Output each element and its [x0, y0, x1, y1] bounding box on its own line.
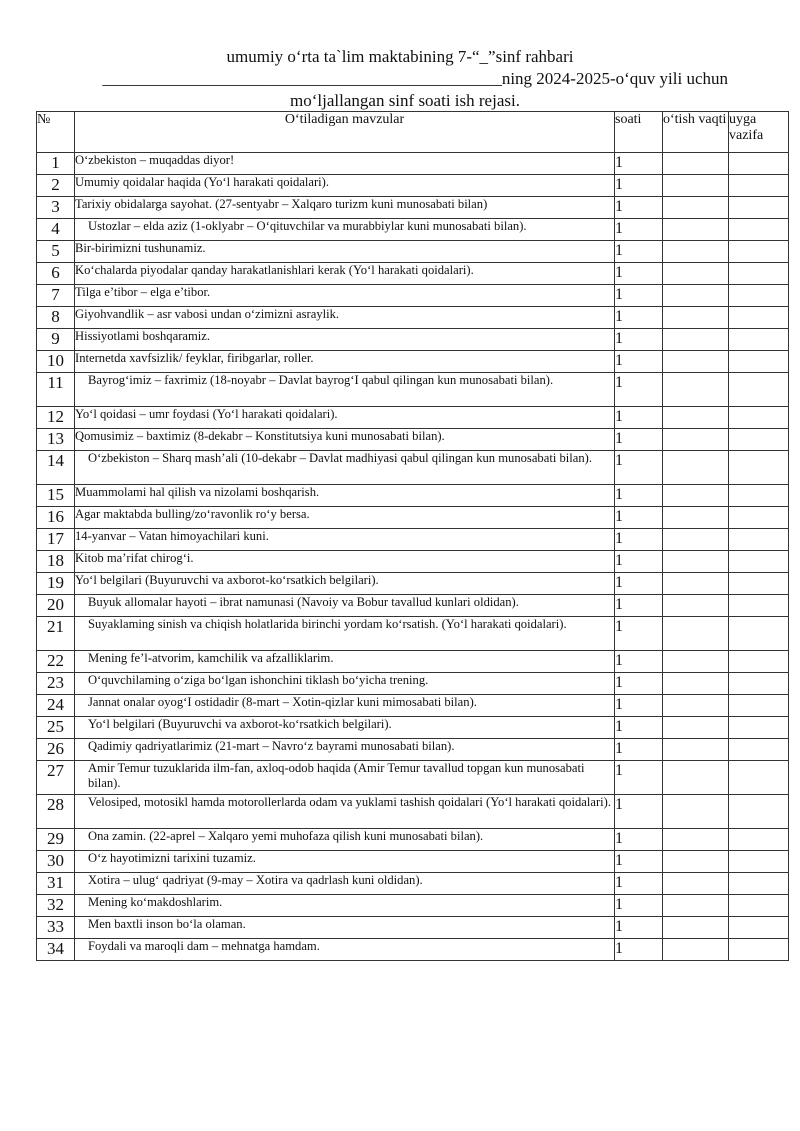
row-number: 16	[37, 507, 75, 529]
row-hours: 1	[615, 529, 663, 551]
row-topic: Oʻzbekiston – muqaddas diyor!	[75, 153, 615, 175]
row-number: 10	[37, 351, 75, 373]
row-homework-cell	[729, 651, 789, 673]
row-hours: 1	[615, 717, 663, 739]
table-row	[37, 153, 789, 175]
row-topic: Tarixiy obidalarga sayohat. (27-sentyabr – Xalqaro turizm kuni munosabati bilan)	[75, 197, 615, 219]
row-homework-cell	[729, 761, 789, 795]
row-topic: Velosiped, motosikl hamda motorollerlarda odam va yuklami tashish qoidalari (Yoʻl harakati qoidalari).	[75, 795, 615, 829]
table-row	[37, 795, 789, 829]
row-homework-cell	[729, 673, 789, 695]
row-topic: Giyohvandlik – asr vabosi undan oʻzimizni asraylik.	[75, 307, 615, 329]
table-row	[37, 285, 789, 307]
row-number: 33	[37, 917, 75, 939]
header-line-title: moʻljallangan sinf soati ish rejasi.	[290, 91, 520, 110]
row-topic: Ustozlar – elda aziz (1-oklyabr – Oʻqituvchilar va murabbiylar kuni munosabati bilan).	[75, 219, 615, 241]
row-number: 22	[37, 651, 75, 673]
row-homework-cell	[729, 617, 789, 651]
table-row	[37, 351, 789, 373]
row-topic: Yoʻl belgilari (Buyuruvchi va axborot-koʻrsatkich belgilari).	[75, 717, 615, 739]
row-homework-cell	[729, 895, 789, 917]
lesson-plan-table	[36, 111, 789, 961]
row-topic: Koʻchalarda piyodalar qanday harakatlanishlari kerak (Yoʻl harakati qoidalari).	[75, 263, 615, 285]
row-number: 31	[37, 873, 75, 895]
row-hours: 1	[615, 829, 663, 851]
row-number: 21	[37, 617, 75, 651]
table-row	[37, 263, 789, 285]
row-time-cell	[663, 351, 729, 373]
row-time-cell	[663, 761, 729, 795]
row-time-cell	[663, 263, 729, 285]
row-hours: 1	[615, 739, 663, 761]
table-row	[37, 717, 789, 739]
row-topic: Amir Temur tuzuklarida ilm-fan, axloq-odob haqida (Amir Temur tavallud topgan kun munosabati bilan).	[75, 761, 615, 795]
table-row	[37, 739, 789, 761]
row-hours: 1	[615, 451, 663, 485]
row-topic: Qomusimiz – baxtimiz (8-dekabr – Konstitutsiya kuni munosabati bilan).	[75, 429, 615, 451]
table-row	[37, 651, 789, 673]
row-homework-cell	[729, 407, 789, 429]
row-time-cell	[663, 307, 729, 329]
row-time-cell	[663, 285, 729, 307]
row-hours: 1	[615, 329, 663, 351]
row-homework-cell	[729, 175, 789, 197]
row-hours: 1	[615, 695, 663, 717]
row-homework-cell	[729, 307, 789, 329]
row-homework-cell	[729, 285, 789, 307]
row-topic: Agar maktabda bulling/zoʻravonlik roʻy bersa.	[75, 507, 615, 529]
row-topic: Men baxtli inson boʻla olaman.	[75, 917, 615, 939]
row-time-cell	[663, 241, 729, 263]
table-row	[37, 617, 789, 651]
row-time-cell	[663, 895, 729, 917]
row-hours: 1	[615, 851, 663, 873]
row-number: 20	[37, 595, 75, 617]
row-hours: 1	[615, 175, 663, 197]
table-row	[37, 829, 789, 851]
row-time-cell	[663, 175, 729, 197]
row-topic: Ona zamin. (22-aprel – Xalqaro yemi muhofaza qilish kuni munosabati bilan).	[75, 829, 615, 851]
row-number: 30	[37, 851, 75, 873]
row-number: 14	[37, 451, 75, 485]
row-homework-cell	[729, 829, 789, 851]
row-hours: 1	[615, 263, 663, 285]
table-row	[37, 407, 789, 429]
row-topic: Buyuk allomalar hayoti – ibrat namunasi (Navoiy va Bobur tavallud kunlari oldidan).	[75, 595, 615, 617]
table-row	[37, 873, 789, 895]
table-row	[37, 695, 789, 717]
row-homework-cell	[729, 351, 789, 373]
row-homework-cell	[729, 695, 789, 717]
row-time-cell	[663, 329, 729, 351]
row-homework-cell	[729, 451, 789, 485]
row-topic: 14-yanvar – Vatan himoyachilari kuni.	[75, 529, 615, 551]
row-time-cell	[663, 551, 729, 573]
row-topic: Foydali va maroqli dam – mehnatga hamdam.	[75, 939, 615, 961]
row-number: 32	[37, 895, 75, 917]
row-number: 6	[37, 263, 75, 285]
row-topic: Oʻzbekiston – Sharq mash’ali (10-dekabr – Davlat madhiyasi qabul qilingan kun munosabati bilan).	[75, 451, 615, 485]
column-header-hours: soati	[615, 112, 663, 153]
row-topic: Hissiyotlami boshqaramiz.	[75, 329, 615, 351]
row-number: 2	[37, 175, 75, 197]
row-homework-cell	[729, 485, 789, 507]
row-hours: 1	[615, 651, 663, 673]
row-number: 9	[37, 329, 75, 351]
row-time-cell	[663, 939, 729, 961]
row-homework-cell	[729, 873, 789, 895]
table-row	[37, 485, 789, 507]
row-homework-cell	[729, 573, 789, 595]
row-number: 12	[37, 407, 75, 429]
row-hours: 1	[615, 617, 663, 651]
row-time-cell	[663, 219, 729, 241]
table-row	[37, 507, 789, 529]
row-number: 23	[37, 673, 75, 695]
row-hours: 1	[615, 197, 663, 219]
row-number: 25	[37, 717, 75, 739]
row-time-cell	[663, 451, 729, 485]
row-homework-cell	[729, 529, 789, 551]
row-homework-cell	[729, 851, 789, 873]
row-hours: 1	[615, 241, 663, 263]
row-topic: Oʻquvchilaming oʻziga boʻlgan ishonchini tiklash boʻyicha trening.	[75, 673, 615, 695]
row-time-cell	[663, 595, 729, 617]
row-number: 5	[37, 241, 75, 263]
row-hours: 1	[615, 153, 663, 175]
row-number: 7	[37, 285, 75, 307]
row-hours: 1	[615, 429, 663, 451]
row-topic: Kitob ma’rifat chirogʻi.	[75, 551, 615, 573]
row-time-cell	[663, 717, 729, 739]
table-row	[37, 241, 789, 263]
header-line-teacher: _______________________________________________ning 2024-2025-oʻquv yili uchun	[102, 69, 728, 88]
row-number: 28	[37, 795, 75, 829]
row-time-cell	[663, 529, 729, 551]
table-body	[37, 153, 789, 961]
row-number: 19	[37, 573, 75, 595]
row-topic: Yoʻl belgilari (Buyuruvchi va axborot-koʻrsatkich belgilari).	[75, 573, 615, 595]
table-row	[37, 851, 789, 873]
row-number: 18	[37, 551, 75, 573]
column-header-homework: uyga vazifa	[729, 112, 789, 153]
row-homework-cell	[729, 263, 789, 285]
table-row	[37, 429, 789, 451]
table-row	[37, 761, 789, 795]
row-hours: 1	[615, 795, 663, 829]
row-hours: 1	[615, 219, 663, 241]
row-number: 29	[37, 829, 75, 851]
row-homework-cell	[729, 939, 789, 961]
row-hours: 1	[615, 939, 663, 961]
table-row	[37, 895, 789, 917]
column-header-number: №	[37, 112, 75, 153]
row-hours: 1	[615, 873, 663, 895]
row-number: 4	[37, 219, 75, 241]
row-topic: Xotira – ulugʻ qadriyat (9-may – Xotira va qadrlash kuni oldidan).	[75, 873, 615, 895]
row-hours: 1	[615, 485, 663, 507]
row-topic: Muammolami hal qilish va nizolami boshqarish.	[75, 485, 615, 507]
row-topic: Qadimiy qadriyatlarimiz (21-mart – Navroʻz bayrami munosabati bilan).	[75, 739, 615, 761]
row-number: 15	[37, 485, 75, 507]
row-number: 27	[37, 761, 75, 795]
row-topic: Bayrogʻimiz – faxrimiz (18-noyabr – Davlat bayrogʻI qabul qilingan kun munosabati bilan).	[75, 373, 615, 407]
row-topic: Tilga e’tibor – elga e’tibor.	[75, 285, 615, 307]
row-time-cell	[663, 197, 729, 219]
row-time-cell	[663, 407, 729, 429]
row-topic: Bir-birimizni tushunamiz.	[75, 241, 615, 263]
row-topic: Yoʻl qoidasi – umr foydasi (Yoʻl harakati qoidalari).	[75, 407, 615, 429]
row-homework-cell	[729, 717, 789, 739]
row-homework-cell	[729, 551, 789, 573]
row-homework-cell	[729, 219, 789, 241]
table-row	[37, 451, 789, 485]
row-homework-cell	[729, 795, 789, 829]
row-topic: Mening koʻmakdoshlarim.	[75, 895, 615, 917]
row-time-cell	[663, 373, 729, 407]
row-homework-cell	[729, 595, 789, 617]
row-hours: 1	[615, 307, 663, 329]
row-time-cell	[663, 917, 729, 939]
document-header	[0, 46, 800, 112]
table-row	[37, 373, 789, 407]
row-homework-cell	[729, 329, 789, 351]
table-row	[37, 529, 789, 551]
row-homework-cell	[729, 917, 789, 939]
row-time-cell	[663, 829, 729, 851]
table-header-row	[37, 112, 789, 153]
row-homework-cell	[729, 241, 789, 263]
table-row	[37, 175, 789, 197]
row-number: 34	[37, 939, 75, 961]
row-number: 13	[37, 429, 75, 451]
row-hours: 1	[615, 351, 663, 373]
row-time-cell	[663, 695, 729, 717]
row-time-cell	[663, 573, 729, 595]
row-homework-cell	[729, 153, 789, 175]
row-number: 3	[37, 197, 75, 219]
row-topic: Umumiy qoidalar haqida (Yoʻl harakati qoidalari).	[75, 175, 615, 197]
row-hours: 1	[615, 551, 663, 573]
table-row	[37, 551, 789, 573]
row-hours: 1	[615, 573, 663, 595]
row-hours: 1	[615, 373, 663, 407]
row-homework-cell	[729, 373, 789, 407]
row-hours: 1	[615, 673, 663, 695]
row-hours: 1	[615, 285, 663, 307]
row-topic: Oʻz hayotimizni tarixini tuzamiz.	[75, 851, 615, 873]
table-row	[37, 219, 789, 241]
row-homework-cell	[729, 739, 789, 761]
row-topic: Internetda xavfsizlik/ feyklar, firibgarlar, roller.	[75, 351, 615, 373]
row-time-cell	[663, 739, 729, 761]
row-time-cell	[663, 873, 729, 895]
row-hours: 1	[615, 895, 663, 917]
row-homework-cell	[729, 197, 789, 219]
table-row	[37, 197, 789, 219]
row-time-cell	[663, 153, 729, 175]
table-row	[37, 939, 789, 961]
table-row	[37, 573, 789, 595]
row-topic: Suyaklaming sinish va chiqish holatlarida birinchi yordam koʻrsatish. (Yoʻl harakati qoidalari).	[75, 617, 615, 651]
row-time-cell	[663, 795, 729, 829]
row-homework-cell	[729, 507, 789, 529]
row-time-cell	[663, 851, 729, 873]
column-header-time: oʻtish vaqti	[663, 112, 729, 153]
table-row	[37, 329, 789, 351]
row-number: 17	[37, 529, 75, 551]
row-time-cell	[663, 429, 729, 451]
header-line-school: umumiy oʻrta ta`lim maktabining 7-“_”sinf rahbari	[226, 47, 574, 66]
table-row	[37, 595, 789, 617]
table-row	[37, 917, 789, 939]
row-time-cell	[663, 673, 729, 695]
row-hours: 1	[615, 761, 663, 795]
row-time-cell	[663, 651, 729, 673]
row-homework-cell	[729, 429, 789, 451]
column-header-topic: Oʻtiladigan mavzular	[75, 112, 615, 153]
row-number: 24	[37, 695, 75, 717]
table-row	[37, 673, 789, 695]
row-number: 26	[37, 739, 75, 761]
table-row	[37, 307, 789, 329]
row-hours: 1	[615, 407, 663, 429]
row-time-cell	[663, 485, 729, 507]
row-hours: 1	[615, 507, 663, 529]
row-hours: 1	[615, 595, 663, 617]
row-topic: Jannat onalar oyogʻI ostidadir (8-mart – Xotin-qizlar kuni mimosabati bilan).	[75, 695, 615, 717]
row-topic: Mening fe’l-atvorim, kamchilik va afzalliklarim.	[75, 651, 615, 673]
row-number: 11	[37, 373, 75, 407]
row-hours: 1	[615, 917, 663, 939]
row-number: 1	[37, 153, 75, 175]
row-time-cell	[663, 507, 729, 529]
row-time-cell	[663, 617, 729, 651]
row-number: 8	[37, 307, 75, 329]
